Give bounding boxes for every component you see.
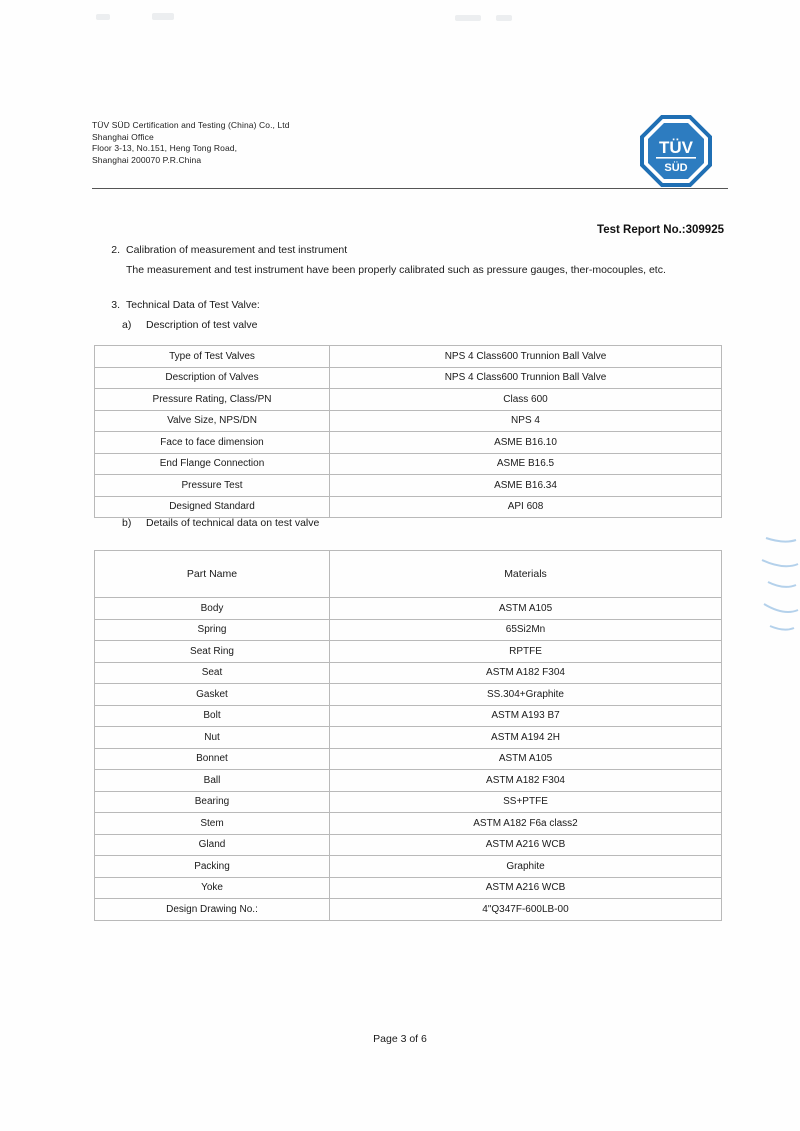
- section-3-number: 3.: [111, 299, 120, 311]
- table-row: [95, 619, 722, 641]
- test-report-number: Test Report No.:309925: [597, 224, 724, 236]
- description-row-value: ASME B16.34: [330, 475, 722, 497]
- material-part-name: Gasket: [95, 684, 330, 706]
- company-address-block: [92, 120, 422, 166]
- table-row: [95, 410, 722, 432]
- material-value: ASTM A105: [330, 748, 722, 770]
- table-row: [95, 496, 722, 518]
- section-3: [100, 299, 720, 311]
- materials-header-row: [95, 551, 722, 598]
- material-part-name: Bolt: [95, 705, 330, 727]
- material-value: RPTFE: [330, 641, 722, 663]
- material-value: SS.304+Graphite: [330, 684, 722, 706]
- edge-watermark: [760, 530, 800, 660]
- table-row: [95, 899, 722, 921]
- section-3b-label: b): [122, 517, 132, 529]
- material-part-name: Gland: [95, 834, 330, 856]
- material-value: ASTM A105: [330, 598, 722, 620]
- section-2-body: The measurement and test instrument have been properly calibrated such as pressure gauges, ther-mocouples, etc.: [126, 264, 666, 276]
- table-row: [95, 453, 722, 475]
- section-3a: [122, 319, 257, 331]
- material-value: Graphite: [330, 856, 722, 878]
- table-row: [95, 813, 722, 835]
- description-row-label: Description of Valves: [95, 367, 330, 389]
- description-row-label: Type of Test Valves: [95, 346, 330, 368]
- material-value: SS+PTFE: [330, 791, 722, 813]
- material-value: ASTM A216 WCB: [330, 877, 722, 899]
- description-row-value: ASME B16.10: [330, 432, 722, 454]
- section-2: [100, 244, 720, 256]
- materials-table: [94, 550, 722, 921]
- tuv-sud-logo-icon: [640, 115, 712, 187]
- section-3a-label: a): [122, 319, 132, 331]
- material-value: ASTM A194 2H: [330, 727, 722, 749]
- material-part-name: Seat Ring: [95, 641, 330, 663]
- table-row: [95, 662, 722, 684]
- description-table: [94, 345, 722, 518]
- table-row: [95, 748, 722, 770]
- description-row-label: Face to face dimension: [95, 432, 330, 454]
- table-row: [95, 727, 722, 749]
- description-row-value: NPS 4 Class600 Trunnion Ball Valve: [330, 346, 722, 368]
- page-number-text: Page 3 of 6: [373, 1033, 427, 1045]
- description-row-value: Class 600: [330, 389, 722, 411]
- material-value: ASTM A182 F304: [330, 770, 722, 792]
- description-row-label: Pressure Rating, Class/PN: [95, 389, 330, 411]
- table-row: [95, 389, 722, 411]
- header-divider: [92, 188, 728, 189]
- description-row-label: Valve Size, NPS/DN: [95, 410, 330, 432]
- section-2-number: 2.: [111, 244, 120, 256]
- description-row-value: API 608: [330, 496, 722, 518]
- description-row-value: NPS 4 Class600 Trunnion Ball Valve: [330, 367, 722, 389]
- page-footer: [0, 1033, 800, 1045]
- company-city: Shanghai 200070 P.R.China: [92, 154, 202, 165]
- table-row: [95, 877, 722, 899]
- table-row: [95, 856, 722, 878]
- section-2-title: Calibration of measurement and test instrument: [126, 244, 348, 256]
- material-part-name: Bonnet: [95, 748, 330, 770]
- material-part-name: Bearing: [95, 791, 330, 813]
- company-name: TÜV SÜD Certification and Testing (China) Co., Ltd: [92, 120, 290, 130]
- svg-text:TÜV: TÜV: [659, 138, 693, 157]
- material-part-name: Ball: [95, 770, 330, 792]
- materials-column-header: Materials: [330, 551, 722, 598]
- table-row: [95, 367, 722, 389]
- material-part-name: Yoke: [95, 877, 330, 899]
- section-3b: [122, 517, 319, 529]
- material-part-name: Nut: [95, 727, 330, 749]
- description-row-value: NPS 4: [330, 410, 722, 432]
- table-row: [95, 770, 722, 792]
- table-row: [95, 791, 722, 813]
- svg-text:SÜD: SÜD: [664, 162, 688, 174]
- company-office: Shanghai Office: [92, 131, 154, 142]
- material-part-name: Spring: [95, 619, 330, 641]
- section-3b-title: Details of technical data on test valve: [146, 517, 320, 529]
- material-part-name: Design Drawing No.:: [95, 899, 330, 921]
- description-row-label: Pressure Test: [95, 475, 330, 497]
- table-row: [95, 432, 722, 454]
- material-part-name: Body: [95, 598, 330, 620]
- materials-column-header: Part Name: [95, 551, 330, 598]
- description-row-value: ASME B16.5: [330, 453, 722, 475]
- material-part-name: Stem: [95, 813, 330, 835]
- description-row-label: End Flange Connection: [95, 453, 330, 475]
- company-street: Floor 3-13, No.151, Heng Tong Road,: [92, 143, 238, 153]
- scan-artifacts: [0, 10, 800, 32]
- material-value: ASTM A193 B7: [330, 705, 722, 727]
- material-part-name: Packing: [95, 856, 330, 878]
- description-row-label: Designed Standard: [95, 496, 330, 518]
- table-row: [95, 346, 722, 368]
- section-3a-title: Description of test valve: [146, 319, 258, 331]
- section-3-title: Technical Data of Test Valve:: [126, 299, 260, 311]
- material-value: ASTM A182 F304: [330, 662, 722, 684]
- table-row: [95, 705, 722, 727]
- material-value: 65Si2Mn: [330, 619, 722, 641]
- table-row: [95, 475, 722, 497]
- table-row: [95, 834, 722, 856]
- material-part-name: Seat: [95, 662, 330, 684]
- table-row: [95, 684, 722, 706]
- material-value: 4"Q347F-600LB-00: [330, 899, 722, 921]
- table-row: [95, 641, 722, 663]
- table-row: [95, 598, 722, 620]
- material-value: ASTM A216 WCB: [330, 834, 722, 856]
- material-value: ASTM A182 F6a class2: [330, 813, 722, 835]
